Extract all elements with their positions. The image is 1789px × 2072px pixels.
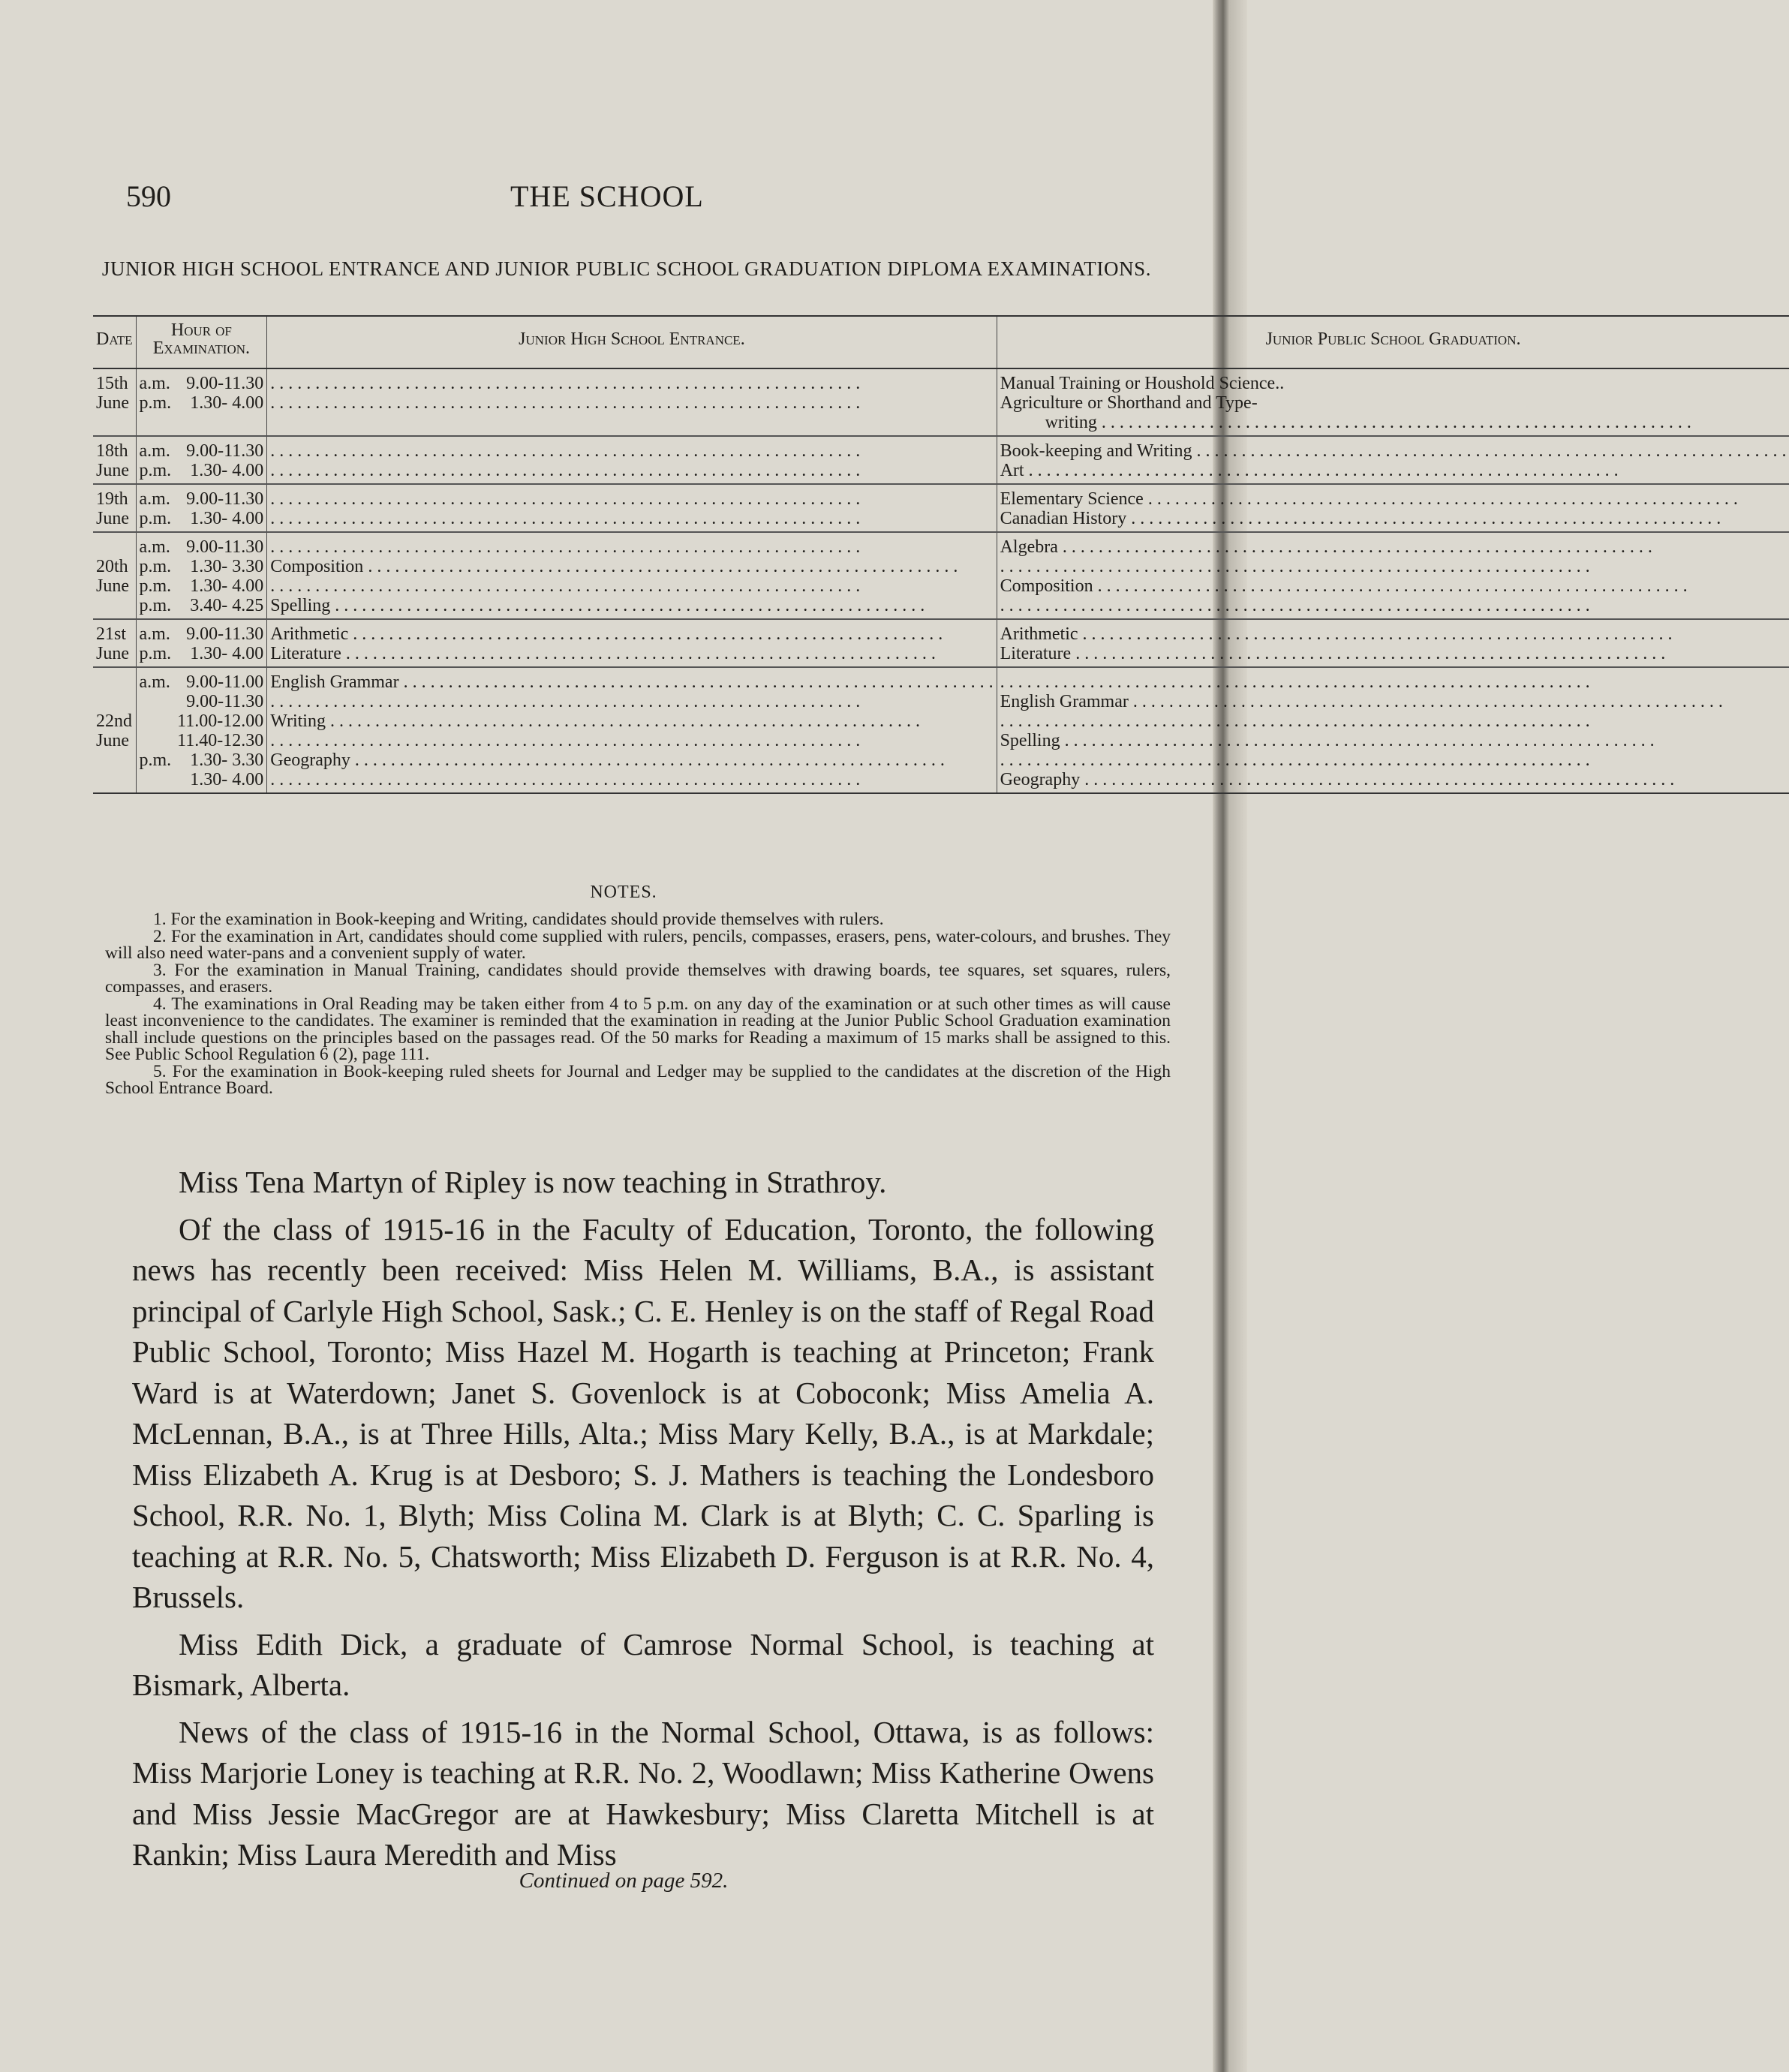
jps-cell <box>997 619 1789 667</box>
jhs-line <box>270 441 993 461</box>
jhs-line <box>270 576 993 596</box>
date-line <box>96 537 133 557</box>
news-paragraph: Miss Edith Dick, a graduate of Camrose Normal School, is teaching at Bismark, Alberta. <box>132 1626 1154 1702</box>
jps-line: Arithmetic . . . <box>1000 624 1787 644</box>
date-cell <box>93 532 136 619</box>
jhs-line: Composition . . . <box>270 557 993 576</box>
time-line: 11.00-12.00 <box>177 711 264 731</box>
jhs-line: Literature . . . <box>270 644 993 663</box>
jps-line: Algebra . . . <box>1000 537 1787 557</box>
jhs-cell <box>267 619 997 667</box>
note-item: 5. For the examination in Book-keeping ruled sheets for Journal and Ledger may be supplied to the candidates at the discretion of the High School Entrance Board. <box>105 1061 1171 1098</box>
time-cell <box>174 532 267 619</box>
jhs-line: Writing . . . <box>270 711 993 731</box>
jps-line: Agriculture or Shorthand and Type- <box>1000 393 1258 413</box>
time-line: 1.30- 4.00 <box>190 509 264 528</box>
date-line: June <box>96 644 129 663</box>
time-cell <box>174 667 267 793</box>
date-cell <box>93 667 136 793</box>
jps-cell <box>997 484 1789 532</box>
notes-list <box>105 911 1171 1097</box>
time-line: 1.30- 4.00 <box>190 576 264 596</box>
time-line: 1.30- 4.00 <box>190 461 264 480</box>
date-cell <box>93 368 136 436</box>
news-paragraph: Miss Tena Martyn of Ripley is now teaching in Strathroy. <box>179 1165 887 1199</box>
table-row <box>93 532 1789 619</box>
jhs-cell <box>267 436 997 484</box>
date-line: June <box>96 461 129 480</box>
jps-line: English Grammar . . . <box>1000 692 1787 711</box>
jps-line <box>1000 750 1787 770</box>
column-header-hour: Hour of Examination. <box>136 316 267 368</box>
ampm-cell <box>136 436 174 484</box>
date-line: 19th <box>96 489 128 509</box>
table-row <box>93 484 1789 532</box>
date-line <box>96 672 133 692</box>
time-line: 9.00-11.00 <box>186 672 264 692</box>
time-line: 1.30- 4.00 <box>190 393 264 413</box>
ampm-line <box>140 731 172 750</box>
jhs-cell <box>267 532 997 619</box>
jps-line <box>1000 596 1787 615</box>
jps-line: Spelling . . . <box>1000 731 1787 750</box>
date-line: 15th <box>96 374 128 393</box>
jhs-cell <box>267 667 997 793</box>
page-header <box>0 179 1247 224</box>
date-line <box>96 770 133 789</box>
jps-line <box>1000 557 1787 576</box>
date-line: June <box>96 393 129 413</box>
continued-note: Continued on page 592. <box>519 1869 729 1893</box>
date-line <box>96 692 133 711</box>
ampm-cell <box>136 484 174 532</box>
ampm-cell <box>136 532 174 619</box>
column-header-date: Date <box>93 316 136 368</box>
date-line: 21st <box>96 624 127 644</box>
jhs-cell <box>267 368 997 436</box>
jps-cell <box>997 368 1789 436</box>
jps-line: Canadian History . . . <box>1000 509 1787 528</box>
time-line: 11.40-12.30 <box>177 731 264 750</box>
jhs-line: Arithmetic . . . <box>270 624 993 644</box>
date-cell <box>93 436 136 484</box>
jhs-line <box>270 393 993 413</box>
ampm-line: p.m. <box>139 596 172 615</box>
news-column <box>132 1162 1154 1875</box>
jhs-line <box>270 489 993 509</box>
ampm-line <box>140 692 172 711</box>
ampm-line: p.m. <box>139 509 172 528</box>
jhs-line: English Grammar . . . <box>270 672 993 692</box>
table-body <box>93 368 1789 793</box>
note-item: 2. For the examination in Art, candidates should come supplied with rulers, pencils, compasses, erasers, pens, water-colours, and brushes. They will also need water-pans and a convenient supply of water. <box>105 926 1171 963</box>
date-line: June <box>96 576 129 596</box>
jhs-line <box>270 461 993 480</box>
running-title: THE SCHOOL <box>510 179 704 213</box>
jps-line: Composition . . . <box>1000 576 1787 596</box>
jps-line: Book-keeping and Writing . . . <box>1000 441 1787 461</box>
page-number: 590 <box>126 179 171 213</box>
jps-line: Manual Training or Houshold Science.. <box>1000 374 1285 393</box>
time-cell <box>174 368 267 436</box>
time-line: 9.00-11.30 <box>186 692 264 711</box>
page-edge <box>1213 0 1247 2072</box>
date-line: 22nd <box>96 711 132 731</box>
date-line <box>96 750 133 770</box>
ampm-line <box>140 711 172 731</box>
ampm-line: a.m. <box>139 374 170 393</box>
date-line <box>96 596 133 615</box>
jhs-line: Spelling . . . <box>270 596 993 615</box>
ampm-line: a.m. <box>139 624 170 644</box>
ampm-line: p.m. <box>139 750 172 770</box>
note-item: 4. The examinations in Oral Reading may be taken either from 4 to 5 p.m. on any day of the examination or at such other times as will cause least inconvenience to the candidates. The examiner is reminded that the examination in reading at the Junior Public School Graduation examination shall include questions on the principles based on the passages read. Of the 50 marks for Reading a maximum of 15 marks shall be assigned to this. See Public School Regulation 6 (2), page 111. <box>105 994 1171 1064</box>
time-line: 9.00-11.30 <box>186 537 264 557</box>
ampm-line: a.m. <box>139 441 170 461</box>
time-line: 1.30- 4.00 <box>190 770 264 789</box>
jps-cell <box>997 667 1789 793</box>
exam-timetable <box>93 315 1789 794</box>
table-header-row <box>93 316 1789 368</box>
time-cell <box>174 436 267 484</box>
jhs-line: Geography . . . <box>270 750 993 770</box>
jhs-line <box>270 770 993 789</box>
jps-cell <box>997 532 1789 619</box>
column-header-jhs: Junior High School Entrance. <box>267 316 997 368</box>
ampm-line: p.m. <box>139 393 172 413</box>
ampm-cell <box>136 368 174 436</box>
time-line: 9.00-11.30 <box>186 489 264 509</box>
table-row <box>93 667 1789 793</box>
ampm-line: a.m. <box>139 537 170 557</box>
jhs-cell <box>267 484 997 532</box>
ampm-line: a.m. <box>139 489 170 509</box>
ampm-line: p.m. <box>139 576 172 596</box>
notes-heading: NOTES. <box>590 883 657 902</box>
ampm-line: p.m. <box>139 644 172 663</box>
news-paragraph: Of the class of 1915-16 in the Faculty of Education, Toronto, the following news has recently been received: Miss Helen M. Williams, B.A., is assistant principal of Carlyle High School, Sask.; C. E. Henley is on the staff of Regal Road Public School, Toronto; Miss Hazel M. Hogarth is teaching at Princeton; Frank Ward is at Waterdown; Janet S. Govenlock is at Coboconk; Miss Amelia A. McLennan, B.A., is at Three Hills, Alta.; Miss Mary Kelly, B.A., is at Markdale; Miss Elizabeth A. Krug is at Desboro; S. J. Mathers is teaching the Londesboro School, R.R. No. 1, Blyth; Miss Colina M. Clark is at Blyth; C. C. Sparling is teaching at R.R. No. 5, Chatsworth; Miss Elizabeth D. Ferguson is at R.R. No. 4, Brussels. <box>132 1211 1154 1614</box>
time-line: 9.00-11.30 <box>186 374 264 393</box>
time-line: 1.30- 4.00 <box>190 644 264 663</box>
column-header-jps: Junior Public School Graduation. <box>997 316 1789 368</box>
ampm-cell <box>136 619 174 667</box>
table-row <box>93 436 1789 484</box>
ampm-cell <box>136 667 174 793</box>
jps-line: writing . . . <box>1000 413 1787 432</box>
time-line: 3.40- 4.25 <box>190 596 264 615</box>
jps-line: Art . . . <box>1000 461 1787 480</box>
table-row <box>93 619 1789 667</box>
table-row <box>93 368 1789 436</box>
jps-line: Geography . . . <box>1000 770 1787 789</box>
news-paragraph: News of the class of 1915-16 in the Normal School, Ottawa, is as follows: Miss Marjorie Loney is teaching at R.R. No. 2, Woodlawn; Miss Katherine Owens and Miss Jessie MacGregor are at Hawkesbury; Miss Claretta Mitchell is at Rankin; Miss Laura Meredith and Miss <box>132 1714 1154 1872</box>
time-line: 1.30- 3.30 <box>190 750 264 770</box>
date-cell <box>93 619 136 667</box>
time-cell <box>174 619 267 667</box>
time-line: 1.30- 3.30 <box>190 557 264 576</box>
jps-line: Elementary Science . . . <box>1000 489 1787 509</box>
ampm-line: p.m. <box>139 557 172 576</box>
jps-cell <box>997 436 1789 484</box>
date-line: 18th <box>96 441 128 461</box>
jps-line <box>1000 711 1787 731</box>
note-item: 3. For the examination in Manual Training, candidates should provide themselves with drawing boards, tee squares, set squares, rulers, compasses, and erasers. <box>105 960 1171 997</box>
time-line: 9.00-11.30 <box>186 624 264 644</box>
jhs-line <box>270 509 993 528</box>
jhs-line <box>270 692 993 711</box>
ampm-line <box>140 770 172 789</box>
date-line: 20th <box>96 557 128 576</box>
jhs-line <box>270 374 993 393</box>
ampm-line: a.m. <box>139 672 170 692</box>
note-item: 1. For the examination in Book-keeping and Writing, candidates should provide themselves with rulers. <box>153 910 884 929</box>
time-cell <box>174 484 267 532</box>
jps-line: Literature . . . <box>1000 644 1787 663</box>
jhs-line <box>270 537 993 557</box>
date-cell <box>93 484 136 532</box>
jhs-line <box>270 731 993 750</box>
table-title: JUNIOR HIGH SCHOOL ENTRANCE AND JUNIOR PUBLIC SCHOOL GRADUATION DIPLOMA EXAMINATIONS. <box>101 257 1152 280</box>
date-line: June <box>96 509 129 528</box>
jps-line <box>1000 672 1787 692</box>
date-line: June <box>96 731 129 750</box>
time-line: 9.00-11.30 <box>186 441 264 461</box>
ampm-line: p.m. <box>139 461 172 480</box>
